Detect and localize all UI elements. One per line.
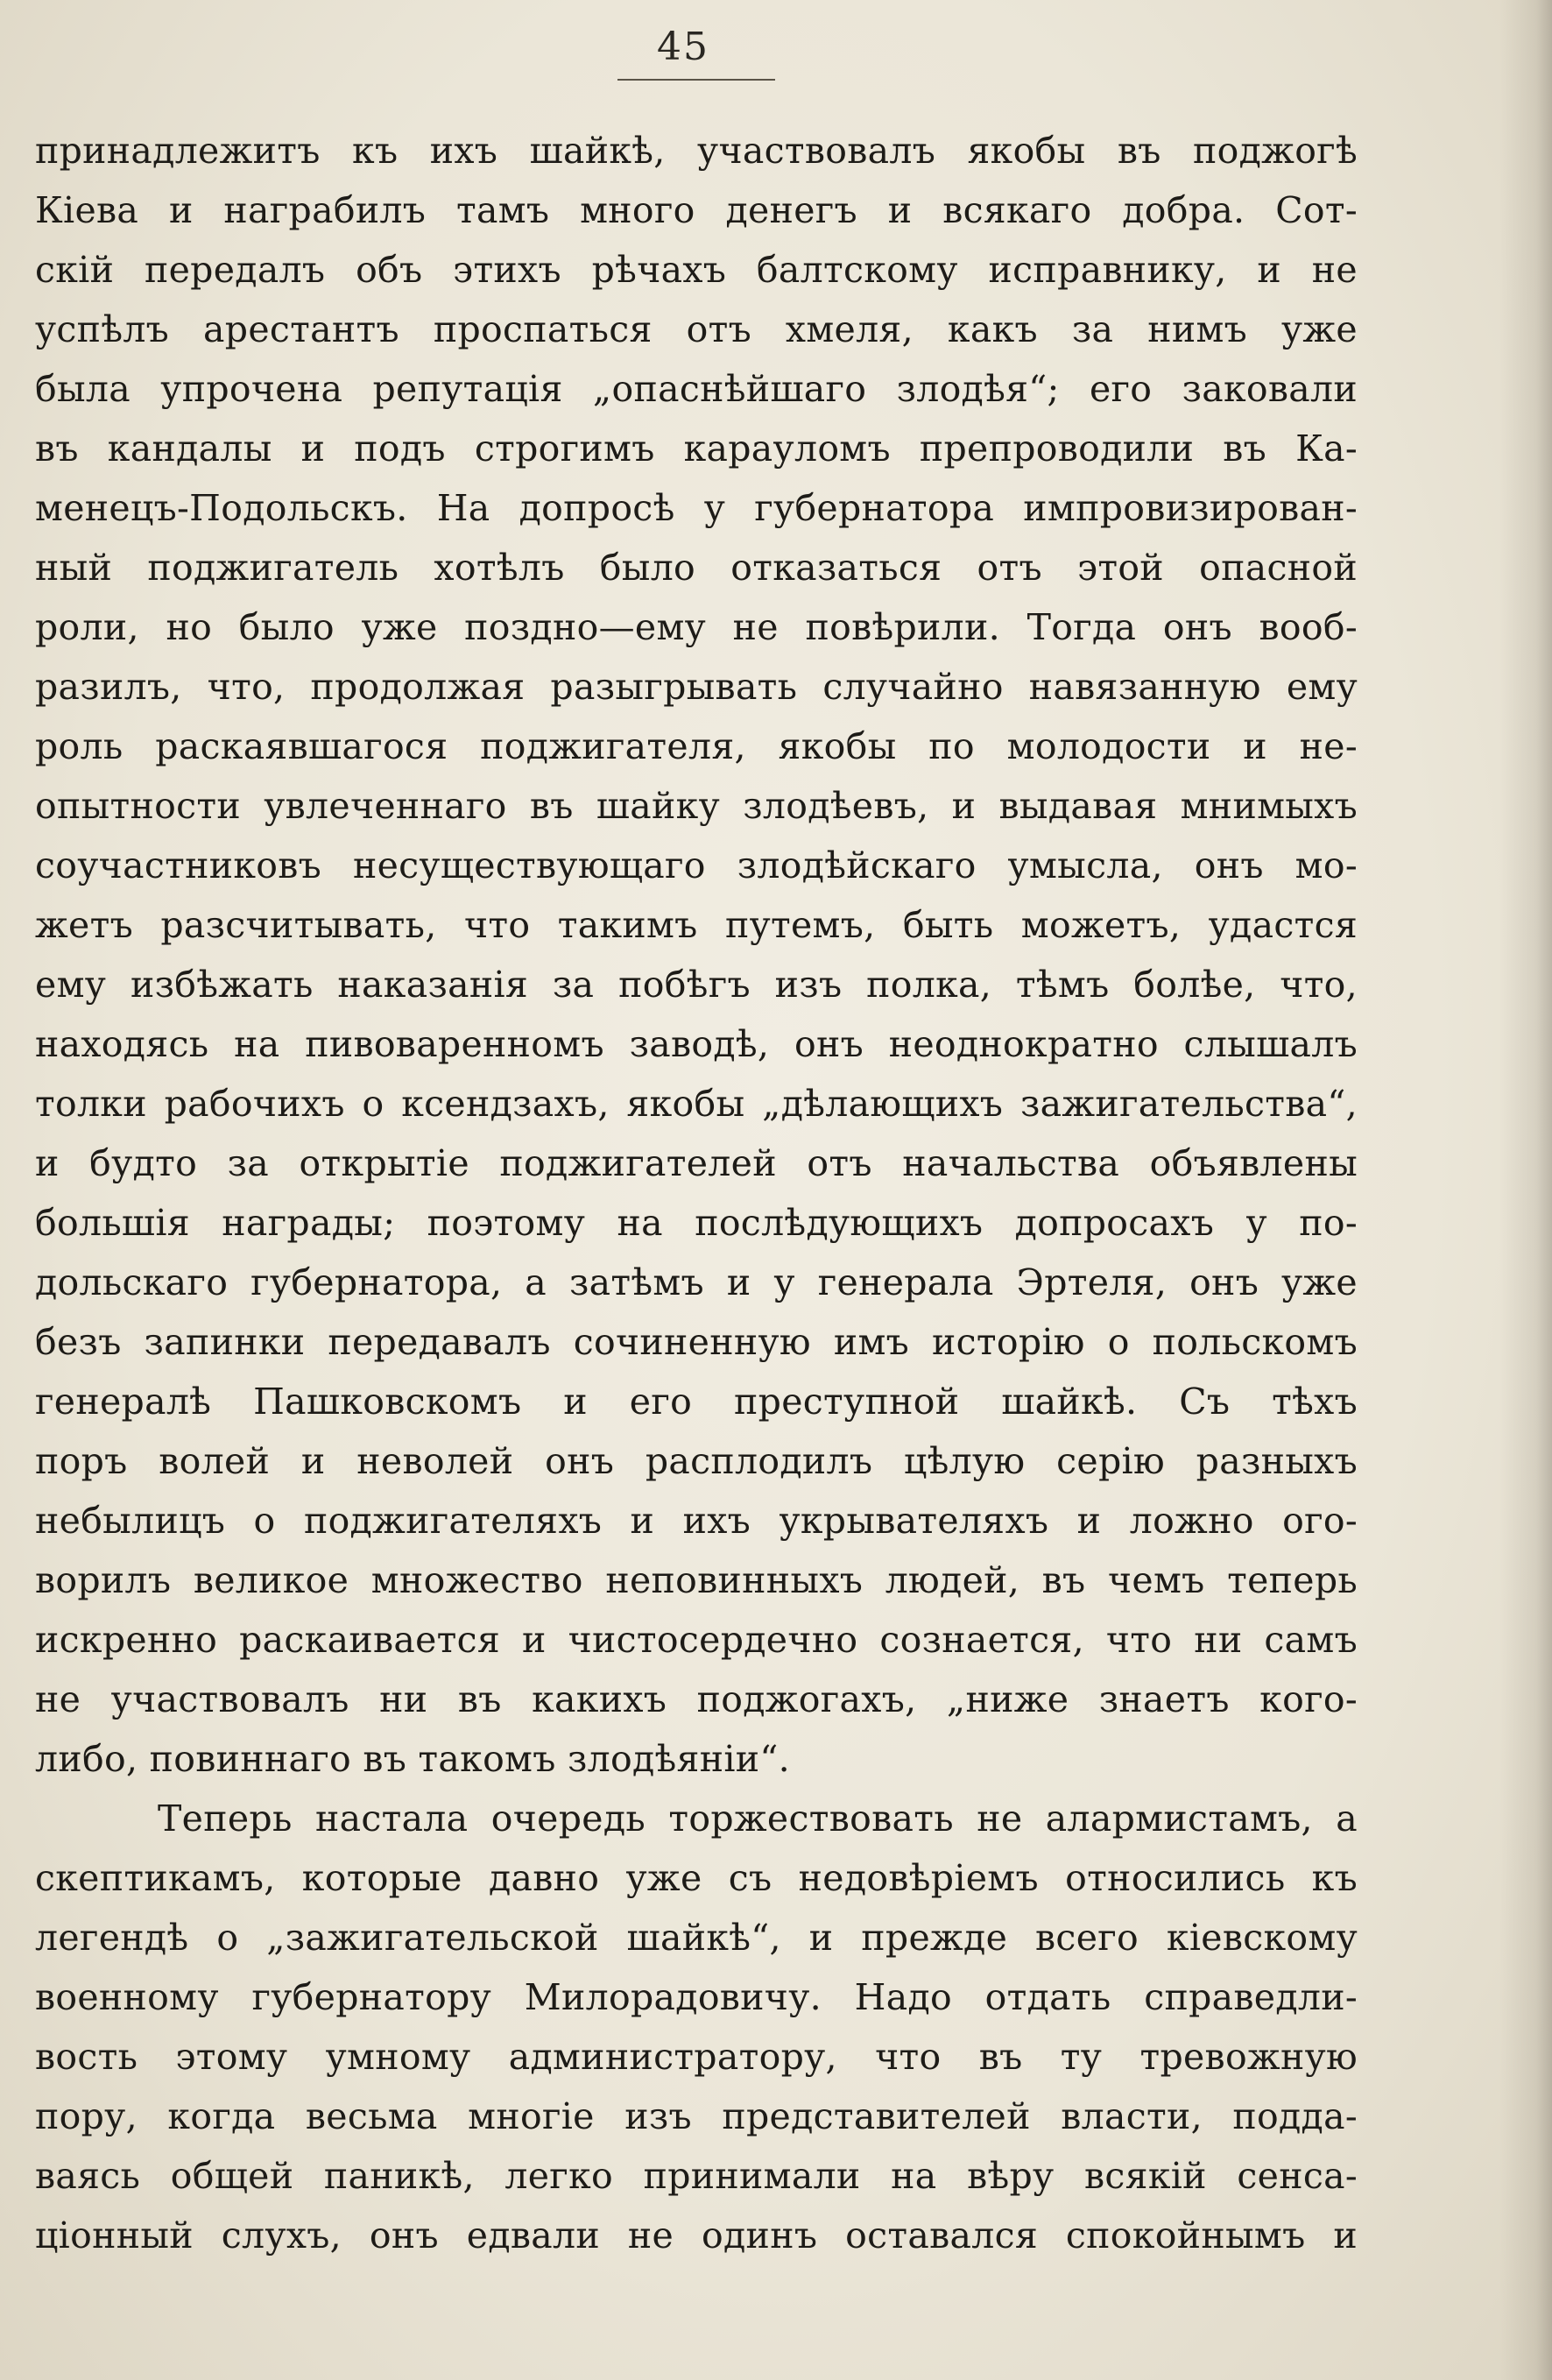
text-line: скептикамъ, которые давно уже съ недовѣріемъ относились къ [35, 1857, 1358, 1899]
paragraph-1 [35, 121, 1358, 1789]
text-line: военному губернатору Милорадовичу. Надо отдать справедли- [35, 1976, 1358, 2018]
text-line: либо, повиннаго въ такомъ злодѣяніи“. [35, 1738, 790, 1780]
text-line: Теперь настала очередь торжествовать не алармистамъ, а [158, 1797, 1358, 1840]
text-line: принадлежитъ къ ихъ шайкѣ, участвовалъ якобы въ поджогѣ [35, 130, 1358, 172]
text-line: пору, когда весьма многіе изъ представителей власти, подда- [35, 2095, 1358, 2137]
text-line: опытности увлеченнаго въ шайку злодѣевъ, и выдавая мнимыхъ [35, 785, 1358, 827]
text-line: небылицъ о поджигателяхъ и ихъ укрывателяхъ и ложно ого- [35, 1500, 1358, 1542]
text-line: менецъ-Подольскъ. На допросѣ у губернатора импровизирован- [35, 487, 1358, 529]
text-line: поръ волей и неволей онъ расплодилъ цѣлую серію разныхъ [35, 1440, 1358, 1482]
body-text [35, 121, 1358, 2265]
text-line: Кіева и награбилъ тамъ много денегъ и всякаго добра. Сот- [35, 189, 1358, 231]
text-line: ціонный слухъ, онъ едвали не одинъ оставался спокойнымъ и [35, 2214, 1358, 2256]
text-line: легендѣ о „зажигательской шайкѣ“, и прежде всего кіевскому [35, 1917, 1358, 1959]
text-line: въ кандалы и подъ строгимъ карауломъ препроводили въ Ка- [35, 427, 1358, 470]
page-edge-shadow [1499, 0, 1552, 2380]
text-line: не участвовалъ ни въ какихъ поджогахъ, „ниже знаетъ кого- [35, 1678, 1358, 1720]
text-line: ему избѣжать наказанія за побѣгъ изъ полка, тѣмъ болѣе, что, [35, 964, 1358, 1006]
text-line: безъ запинки передавалъ сочиненную имъ исторію о польскомъ [35, 1321, 1358, 1363]
page-number-rule [617, 79, 775, 81]
text-line: соучастниковъ несуществующаго злодѣйскаго умысла, онъ мо- [35, 844, 1358, 886]
text-line: ваясь общей паникѣ, легко принимали на вѣру всякій сенса- [35, 2155, 1358, 2197]
paragraph-2 [35, 1789, 1358, 2265]
text-line: и будто за открытіе поджигателей отъ начальства объявлены [35, 1142, 1358, 1184]
page-number: 45 [657, 25, 709, 69]
text-line: вость этому умному администратору, что въ ту тревожную [35, 2036, 1358, 2078]
text-line: ворилъ великое множество неповинныхъ людей, въ чемъ теперь [35, 1559, 1358, 1601]
text-line: успѣлъ арестантъ проспаться отъ хмеля, какъ за нимъ уже [35, 308, 1358, 350]
text-line: находясь на пивоваренномъ заводѣ, онъ неоднократно слышалъ [35, 1023, 1358, 1065]
text-line: искренно раскаивается и чистосердечно сознается, что ни самъ [35, 1619, 1358, 1661]
text-line: была упрочена репутація „опаснѣйшаго злодѣя“; его заковали [35, 368, 1358, 410]
text-line: жетъ разсчитывать, что такимъ путемъ, быть можетъ, удастся [35, 904, 1358, 946]
text-line: дольскаго губернатора, а затѣмъ и у генерала Эртеля, онъ уже [35, 1261, 1358, 1303]
text-line: ный поджигатель хотѣлъ было отказаться отъ этой опасной [35, 547, 1358, 589]
text-line: роли, но было уже поздно—ему не повѣрили. Тогда онъ вооб- [35, 606, 1358, 648]
text-line: большія награды; поэтому на послѣдующихъ допросахъ у по- [35, 1202, 1358, 1244]
text-line: разилъ, что, продолжая разыгрывать случайно навязанную ему [35, 666, 1358, 708]
text-line: скій передалъ объ этихъ рѣчахъ балтскому исправнику, и не [35, 249, 1358, 291]
text-line: генералѣ Пашковскомъ и его преступной шайкѣ. Съ тѣхъ [35, 1381, 1358, 1423]
text-line: толки рабочихъ о ксендзахъ, якобы „дѣлающихъ зажигательства“, [35, 1083, 1358, 1125]
text-line: роль раскаявшагося поджигателя, якобы по молодости и не- [35, 725, 1358, 767]
